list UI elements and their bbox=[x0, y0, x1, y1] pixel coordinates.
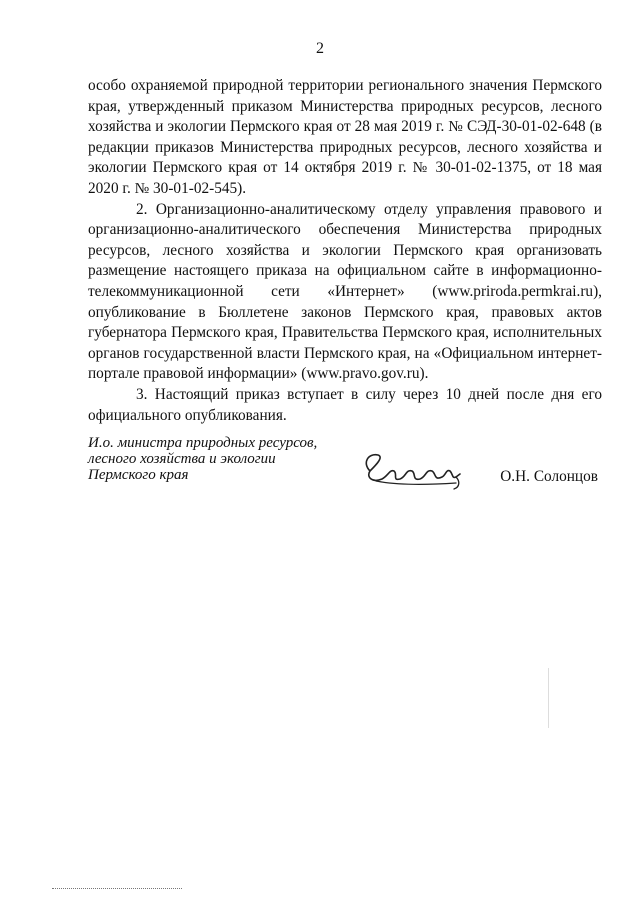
signer-title-line: И.о. министра природных ресурсов, bbox=[88, 435, 318, 451]
page-number: 2 bbox=[316, 40, 324, 57]
footer-rule bbox=[52, 888, 182, 889]
paragraph-item-2: 2. Организационно-аналитическому отделу управления правового и организационно-аналитического обеспечения Министерства природных ресурсов, лесного хозяйства и экологии Пермского края организовать размещение настоящего приказа на официальном сайте в информационно-телекоммуникационной сети «Интернет» (www.priroda.permkrai.ru), опубликование в Бюллетене законов Пермского края, правовых актов губернатора Пермского края, Правительства Пермского края, исполнительных органов государственной власти Пермского края, на «Официальном интернет-портале правовой информации» (www.pravo.gov.ru). bbox=[88, 200, 602, 383]
signer-title-line: Пермского края bbox=[88, 467, 189, 483]
signer-name: О.Н. Солонцов bbox=[500, 468, 598, 485]
signer-title bbox=[88, 435, 348, 483]
signature-block bbox=[88, 435, 602, 495]
handwritten-signature bbox=[356, 441, 476, 491]
paragraph-item-3: 3. Настоящий приказ вступает в силу через 10 дней после дня его официального опубликования. bbox=[88, 385, 602, 424]
paragraph-continuation: особо охраняемой природной территории регионального значения Пермского края, утвержденный приказом Министерства природных ресурсов, лесного хозяйства и экологии Пермского края от 28 мая 2019 г. № СЭД-30-01-02-648 (в редакции приказов Министерства природных ресурсов, лесного хозяйства и экологии Пермского края от 14 октября 2019 г. № 30-01-02-1375, от 18 мая 2020 г. № 30-01-02-545). bbox=[88, 77, 602, 197]
document-body bbox=[88, 76, 602, 426]
scan-artifact bbox=[548, 668, 549, 728]
signer-title-line: лесного хозяйства и экологии bbox=[88, 451, 276, 467]
